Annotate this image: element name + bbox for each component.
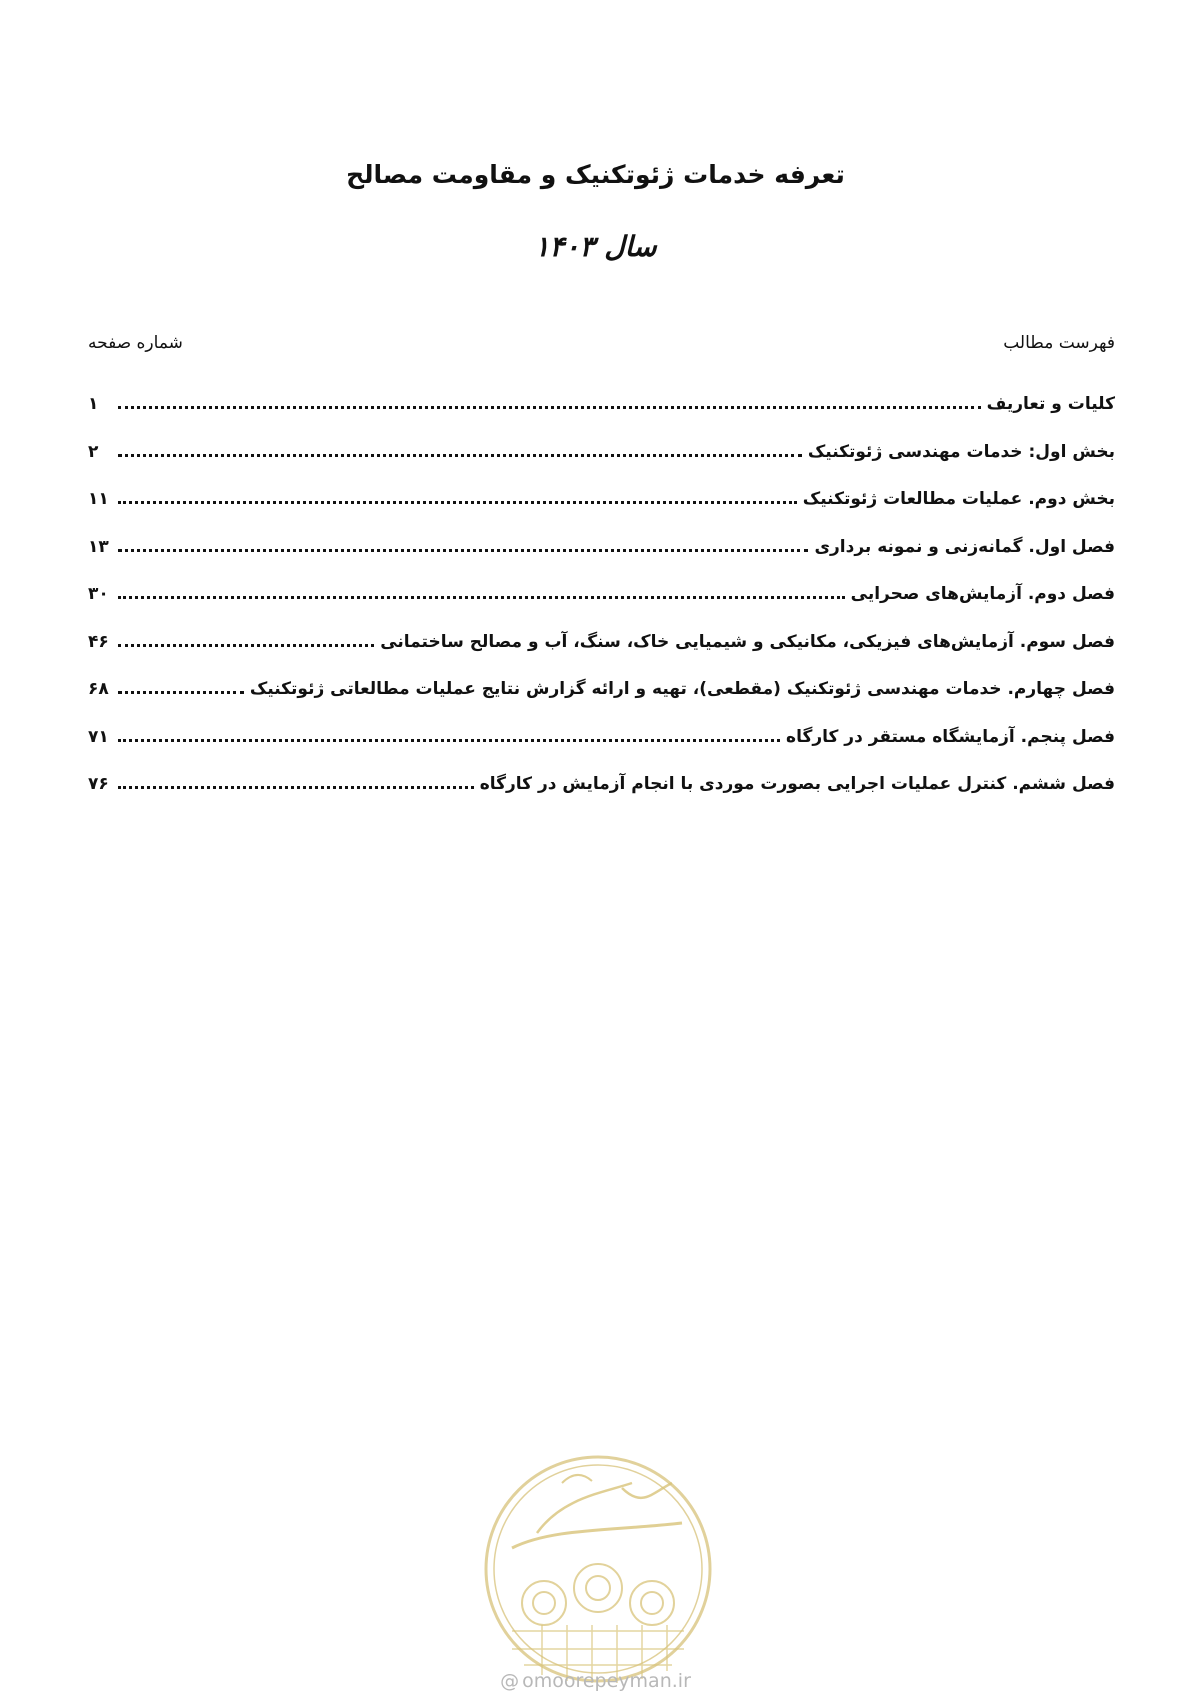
toc-dot-leader	[118, 586, 845, 599]
toc-dot-leader	[118, 444, 802, 457]
toc-entry-page: ۶۸	[88, 679, 109, 699]
toc-entry-title: بخش دوم. عملیات مطالعات ژئوتکنیک	[802, 489, 1115, 509]
toc-entry-title: فصل سوم. آزمایش‌های فیزیکی، مکانیکی و شیمیایی خاک، سنگ، آب و مصالح ساختمانی	[380, 631, 1115, 652]
toc-entry-page: ۷۶	[88, 774, 109, 794]
toc-entry-page: ۱	[88, 394, 99, 414]
toc-entry-page: ۳۰	[88, 584, 109, 604]
toc-entry	[88, 584, 1115, 632]
toc-entry-page: ۱۱	[88, 489, 109, 509]
toc-entry-page: ۴۶	[88, 631, 109, 652]
toc-entry	[88, 537, 1115, 585]
toc-entry	[88, 727, 1115, 775]
toc-header	[88, 333, 1115, 353]
document-title: تعرفه خدمات ژئوتکنیک و مقاومت مصالح	[346, 160, 845, 189]
toc-entry	[88, 394, 1115, 442]
toc-entry	[88, 774, 1115, 822]
website-text: omoorepeyman.ir	[522, 1670, 691, 1692]
toc-page-heading: شماره صفحه	[88, 333, 183, 353]
toc-entry-title: بخش اول: خدمات مهندسی ژئوتکنیک	[807, 441, 1115, 462]
toc-dot-leader	[118, 396, 981, 409]
toc-dot-leader	[118, 776, 474, 789]
toc-entry-title: فصل دوم. آزمایش‌های صحرایی	[850, 584, 1115, 604]
toc-dot-leader	[118, 681, 244, 694]
toc-entry	[88, 489, 1115, 537]
toc-entry	[88, 632, 1115, 680]
toc-heading: فهرست مطالب	[1003, 333, 1115, 353]
toc-entry	[88, 679, 1115, 727]
toc-entry-title: فصل چهارم. خدمات مهندسی ژئوتکنیک (مقطعی)، تهیه و ارائه گزارش نتایج عملیات مطالعاتی ژئوتکنیک	[249, 679, 1115, 699]
toc-entry	[88, 442, 1115, 490]
toc-dot-leader	[118, 634, 374, 647]
toc-entry-title: فصل ششم. کنترل عملیات اجرایی بصورت موردی با انجام آزمایش در کارگاه	[479, 774, 1115, 794]
toc-dot-leader	[118, 539, 808, 552]
watermark-website	[0, 1670, 1191, 1692]
toc-list	[88, 394, 1115, 822]
toc-entry-title: فصل اول. گمانه‌زنی و نمونه برداری	[814, 536, 1115, 557]
watermark-logo	[482, 1453, 714, 1685]
toc-dot-leader	[118, 729, 780, 742]
toc-entry-page: ۱۳	[88, 536, 109, 557]
toc-entry-title: فصل پنجم. آزمایشگاه مستقر در کارگاه	[786, 726, 1115, 747]
toc-entry-page: ۷۱	[88, 726, 109, 747]
toc-entry-page: ۲	[88, 441, 99, 462]
at-sign-icon: @	[500, 1670, 520, 1692]
toc-dot-leader	[118, 491, 797, 504]
document-year: سال ۱۴۰۳	[534, 230, 657, 263]
toc-entry-title: کلیات و تعاریف	[986, 394, 1115, 414]
